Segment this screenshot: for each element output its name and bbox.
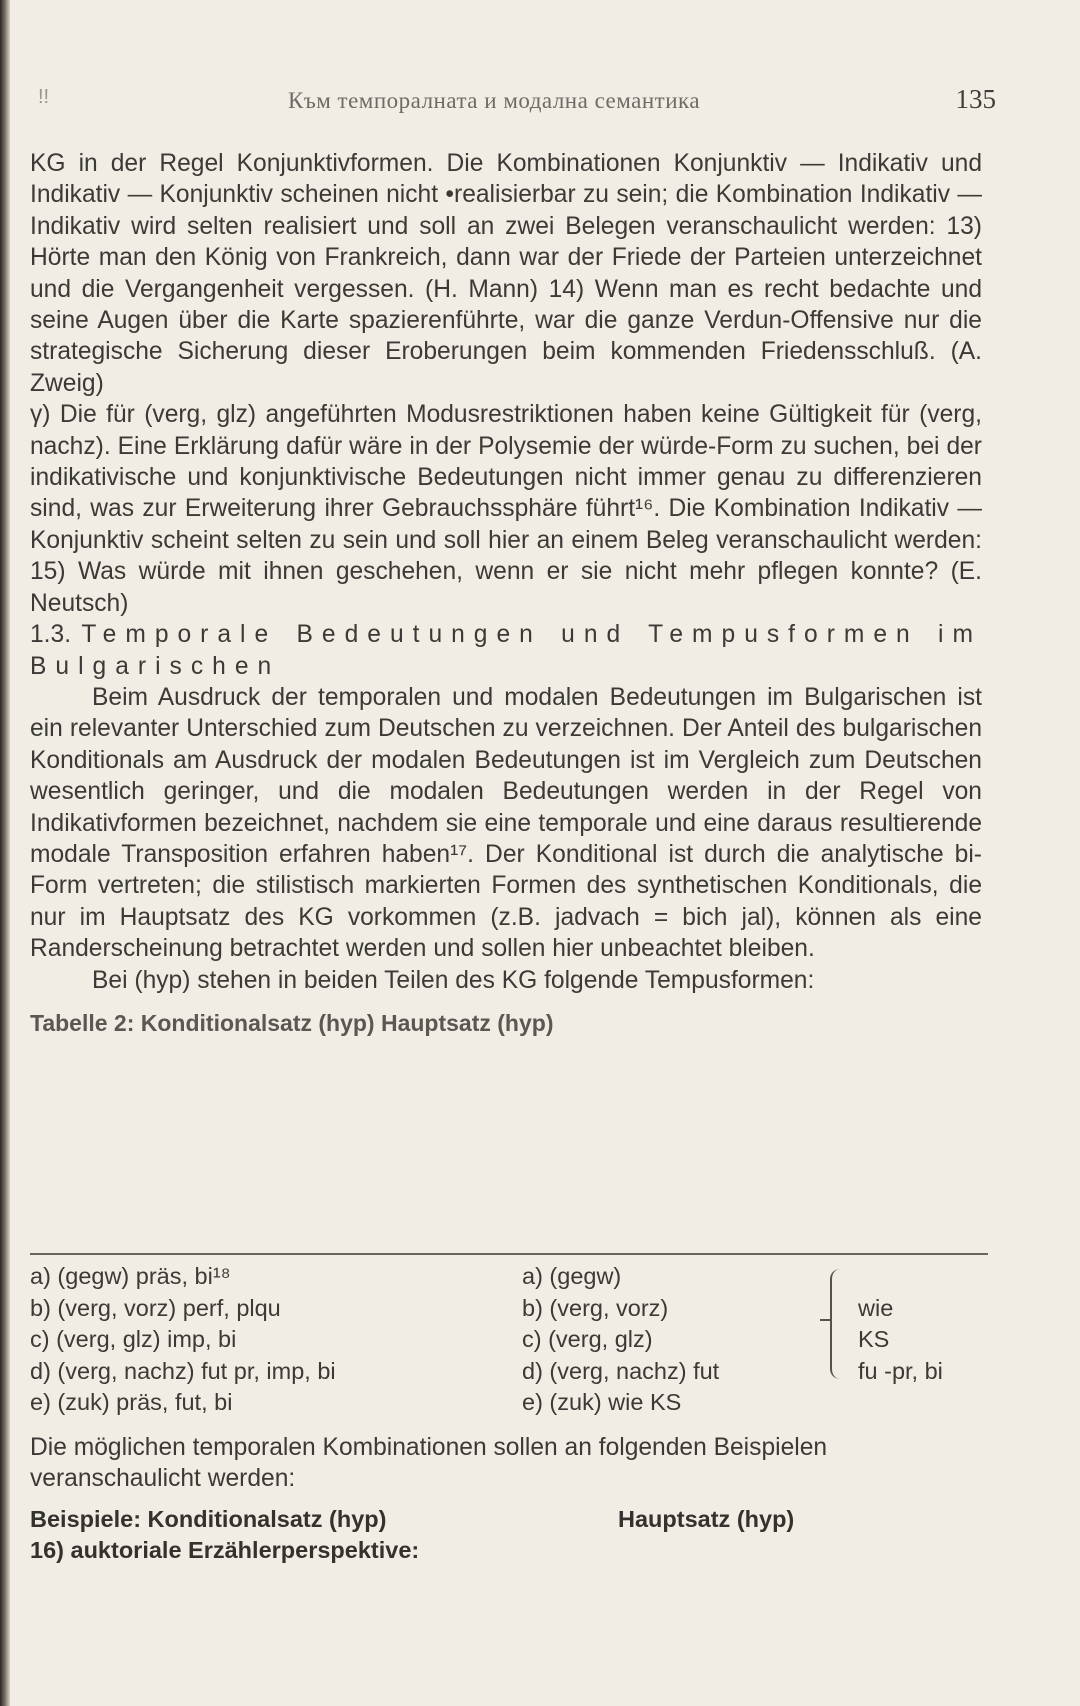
table-row: e) (zuk) präs, fut, bi bbox=[30, 1389, 233, 1415]
examples-label-konditionalsatz: Beispiele: Konditionalsatz (hyp) bbox=[30, 1506, 387, 1532]
book-binding-edge bbox=[0, 0, 10, 1706]
brace-note: fu -pr, bi bbox=[858, 1357, 943, 1384]
paragraph-bulgarisch: Beim Ausdruck der temporalen und modalen Bedeutungen im Bulgarischen ist ein relevanter Unterschied zum Deutschen zu verzeichnen. Der Anteil des bulgarischen Konditionals am Ausdruck der modalen Bedeutungen ist im Vergleich zum Deutschen wesentlich geringer, und die modalen Bedeutungen werden in der Regel von Indikativformen bezeichnet, nachdem sie eine temporale und eine daraus resultierende modale Transposition erfahren haben¹⁷. Der Konditional ist durch die analytische bi-Form vertreten; die stilistisch markierten Formen des synthetischen Konditionals, die nur im Hauptsatz des KG vorkommen (z.B. jadvach = bich jal), können als eine Randerscheinung betrachtet werden und sollen hier unbeachtet bleiben. bbox=[30, 683, 982, 963]
table-row: b) (verg, vorz) perf, plqu bbox=[30, 1294, 281, 1321]
paragraph-tempusformen-intro: Bei (hyp) stehen in beiden Teilen des KG folgende Tempusformen: bbox=[92, 966, 815, 994]
section-number: 1.3. bbox=[30, 621, 72, 649]
table-row: a) (gegw) präs, bi¹⁸ bbox=[30, 1263, 231, 1289]
header-marker: !! bbox=[38, 86, 50, 108]
table-caption: Tabelle 2: Konditionalsatz (hyp) Hauptsatz (hyp) bbox=[30, 1009, 554, 1036]
brace-note: KS bbox=[858, 1326, 890, 1352]
examples-block bbox=[30, 1504, 990, 1566]
table-column-konditionalsatz bbox=[30, 1261, 500, 1419]
table-row: c) (verg, glz) bbox=[522, 1326, 653, 1352]
running-title: Към темпоралната и модална семантика bbox=[288, 88, 701, 113]
running-header bbox=[38, 84, 1028, 120]
table-row: c) (verg, glz) imp, bi bbox=[30, 1326, 237, 1352]
page-number: 135 bbox=[955, 84, 996, 114]
table-row: b) (verg, vorz) bbox=[522, 1294, 669, 1321]
paragraph-kg-kombinationen: KG in der Regel Konjunktivformen. Die Kombinationen Konjunktiv — Indikativ und Indikativ — Konjunktiv scheinen nicht •realisierbar zu sein; die Kombination Indikativ — Indikativ wird selten realisiert und soll an zwei Belegen veranschaulicht werden: 13) Hörte man den König von Frankreich, dann war der Friede der Parteien unterzeichnet und die Vergangenheit vergessen. (H. Mann) 14) Wenn man es recht bedachte und seine Augen über die Karte spazierenführte, war die ganze Verdun-Offensive nur die strategische Sicherung dieser Eroberungen beim kommenden Friedensschluß. (A. Zweig) bbox=[30, 150, 982, 397]
text-after-table bbox=[30, 1432, 982, 1495]
table-brace-notes bbox=[858, 1261, 998, 1387]
table-row: e) (zuk) wie KS bbox=[522, 1389, 682, 1415]
table-column-hauptsatz bbox=[522, 1261, 842, 1419]
table-row: a) (gegw) bbox=[522, 1263, 622, 1289]
tempus-table bbox=[30, 1253, 990, 1428]
brace-note: wie bbox=[858, 1294, 894, 1321]
main-text bbox=[30, 148, 982, 1039]
book-page bbox=[28, 0, 1028, 1706]
table-top-rule bbox=[30, 1253, 988, 1255]
section-heading bbox=[30, 619, 982, 682]
paragraph-kombinationen-intro: Die möglichen temporalen Kombinationen sollen an folgenden Beispielen veranschaulicht werden: bbox=[30, 1434, 828, 1493]
curly-brace bbox=[830, 1269, 850, 1379]
example-item: 16) auktoriale Erzählerperspektive: bbox=[30, 1537, 420, 1563]
section-title: Temporale Bedeutungen und Tempusformen im Bulgarischen bbox=[30, 621, 982, 680]
paragraph-modusrestriktionen: γ) Die für (verg, glz) angeführten Modusrestriktionen haben keine Gültigkeit für (verg, nachz). Eine Erklärung dafür wäre in der Polysemie der würde-Form zu suchen, bei der indikativische und konjunktivische Bedeutungen nicht immer genau zu differenzieren sind, was zur Erweiterung ihrer Gebrauchssphäre führt¹⁶. Die Kombination Indikativ — Konjunktiv scheint selten zu sein und soll hier an einem Beleg veranschaulicht werden: 15) Was würde mit ihnen geschehen, wenn er sie nicht mehr pflegen konnte? (E. Neutsch) bbox=[30, 401, 982, 617]
table-row: d) (verg, nachz) fut pr, imp, bi bbox=[30, 1357, 336, 1384]
examples-label-hauptsatz: Hauptsatz (hyp) bbox=[618, 1506, 795, 1532]
table-row: d) (verg, nachz) fut bbox=[522, 1357, 720, 1384]
